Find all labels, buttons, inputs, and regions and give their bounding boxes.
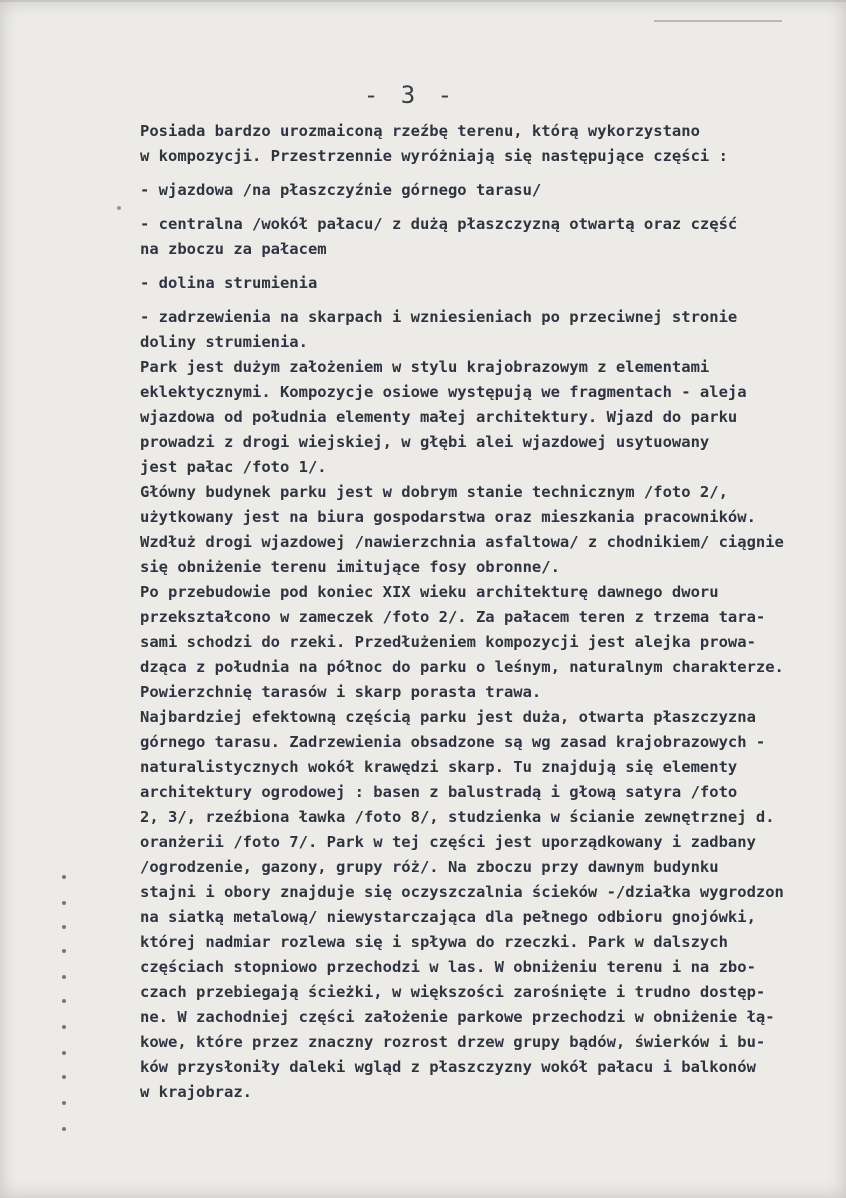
list-item-wjazdowa: - wjazdowa /na płaszczyźnie górnego tarasu/ — [140, 181, 542, 199]
text-line: dząca z południa na północ do parku o leśnym, naturalnym charakterze. — [140, 658, 784, 676]
text-line: Wzdłuż drogi wjazdowej /nawierzchnia asfaltowa/ z chodnikiem/ ciągnie — [140, 533, 784, 551]
text-line: na siatką metalową/ niewystarczająca dla pełnego odbioru gnojówki, — [140, 908, 756, 926]
main-paragraphs — [140, 355, 846, 1105]
intro-line: w kompozycji. Przestrzennie wyróżniają się następujące części : — [140, 147, 728, 165]
text-line: której nadmiar rozlewa się i spływa do rzeczki. Park w dalszych — [140, 933, 728, 951]
text-line: w krajobraz. — [140, 1083, 252, 1101]
intro-line: Posiada bardzo urozmaiconą rzeźbę terenu, którą wykorzystano — [140, 122, 700, 140]
text-line: sami schodzi do rzeki. Przedłużeniem kompozycji jest alejka prowa- — [140, 633, 756, 651]
text-line: prowadzi z drogi wiejskiej, w głębi alei wjazdowej usytuowany — [140, 433, 710, 451]
text-line: wjazdowa od południa elementy małej architektury. Wjazd do parku — [140, 408, 738, 426]
text-line: Park jest dużym założeniem w stylu krajobrazowym z elementami — [140, 358, 710, 376]
list-item-zadrzewienia: - zadrzewienia na skarpach i wzniesieniach po przeciwnej stronie — [140, 308, 738, 326]
text-line: stajni i obory znajduje się oczyszczalnia ścieków -/działka wygrodzon — [140, 883, 784, 901]
text-line: kowe, które przez znaczny rozrost drzew grupy bądów, świerków i bu- — [140, 1033, 766, 1051]
text-line: /ogrodzenie, gazony, grupy róż/. Na zboczu przy dawnym budynku — [140, 858, 719, 876]
text-line: się obniżenie terenu imitujące fosy obronne/. — [140, 558, 560, 576]
text-line: 2, 3/, rzeźbiona ławka /foto 8/, studzienka w ścianie zewnętrznej d. — [140, 808, 775, 826]
text-line: ne. W zachodniej części założenie parkowe przechodzi w obniżenie łą- — [140, 1008, 775, 1026]
text-line: Po przebudowie pod koniec XIX wieku architekturę dawnego dworu — [140, 583, 719, 601]
binding-punch-marks — [58, 875, 70, 1155]
text-line: czach przebiegają ścieżki, w większości zarośnięte i trudno dostęp- — [140, 983, 766, 1001]
text-line: jest pałac /foto 1/. — [140, 458, 327, 476]
ink-speck — [117, 206, 121, 210]
text-line: górnego tarasu. Zadrzewienia obsadzone są wg zasad krajobrazowych - — [140, 733, 766, 751]
document-body — [140, 119, 846, 1105]
list-item-centralna-cont: na zboczu za pałacem — [140, 240, 327, 258]
text-line: architektury ogrodowej : basen z balustradą i głową satyra /foto — [140, 783, 738, 801]
text-line: częściach stopniowo przechodzi w las. W obniżeniu terenu i na zbo- — [140, 958, 756, 976]
text-line: naturalistycznych wokół krawędzi skarp. Tu znajdują się elementy — [140, 758, 738, 776]
text-line: użytkowany jest na biura gospodarstwa oraz mieszkania pracowników. — [140, 508, 756, 526]
text-line: przekształcono w zameczek /foto 2/. Za pałacem teren z trzema tara- — [140, 608, 766, 626]
text-line: ków przysłoniły daleki wgląd z płaszczyzny wokół pałacu i balkonów — [140, 1058, 756, 1076]
list-item-centralna: - centralna /wokół pałacu/ z dużą płaszczyzną otwartą oraz część — [140, 215, 738, 233]
list-item-zadrzewienia-cont: doliny strumienia. — [140, 333, 308, 351]
text-line: Powierzchnię tarasów i skarp porasta trawa. — [140, 683, 542, 701]
text-line: eklektycznymi. Kompozycje osiowe występują we fragmentach - aleja — [140, 383, 747, 401]
list-item-dolina: - dolina strumienia — [140, 274, 318, 292]
page-number: - 3 - — [363, 81, 457, 109]
top-margin-mark — [654, 20, 782, 22]
text-line: Główny budynek parku jest w dobrym stanie technicznym /foto 2/, — [140, 483, 728, 501]
text-line: oranżerii /foto 7/. Park w tej części jest uporządkowany i zadbany — [140, 833, 756, 851]
top-edge-line — [0, 0, 846, 2]
text-line: Najbardziej efektowną częścią parku jest duża, otwarta płaszczyzna — [140, 708, 756, 726]
